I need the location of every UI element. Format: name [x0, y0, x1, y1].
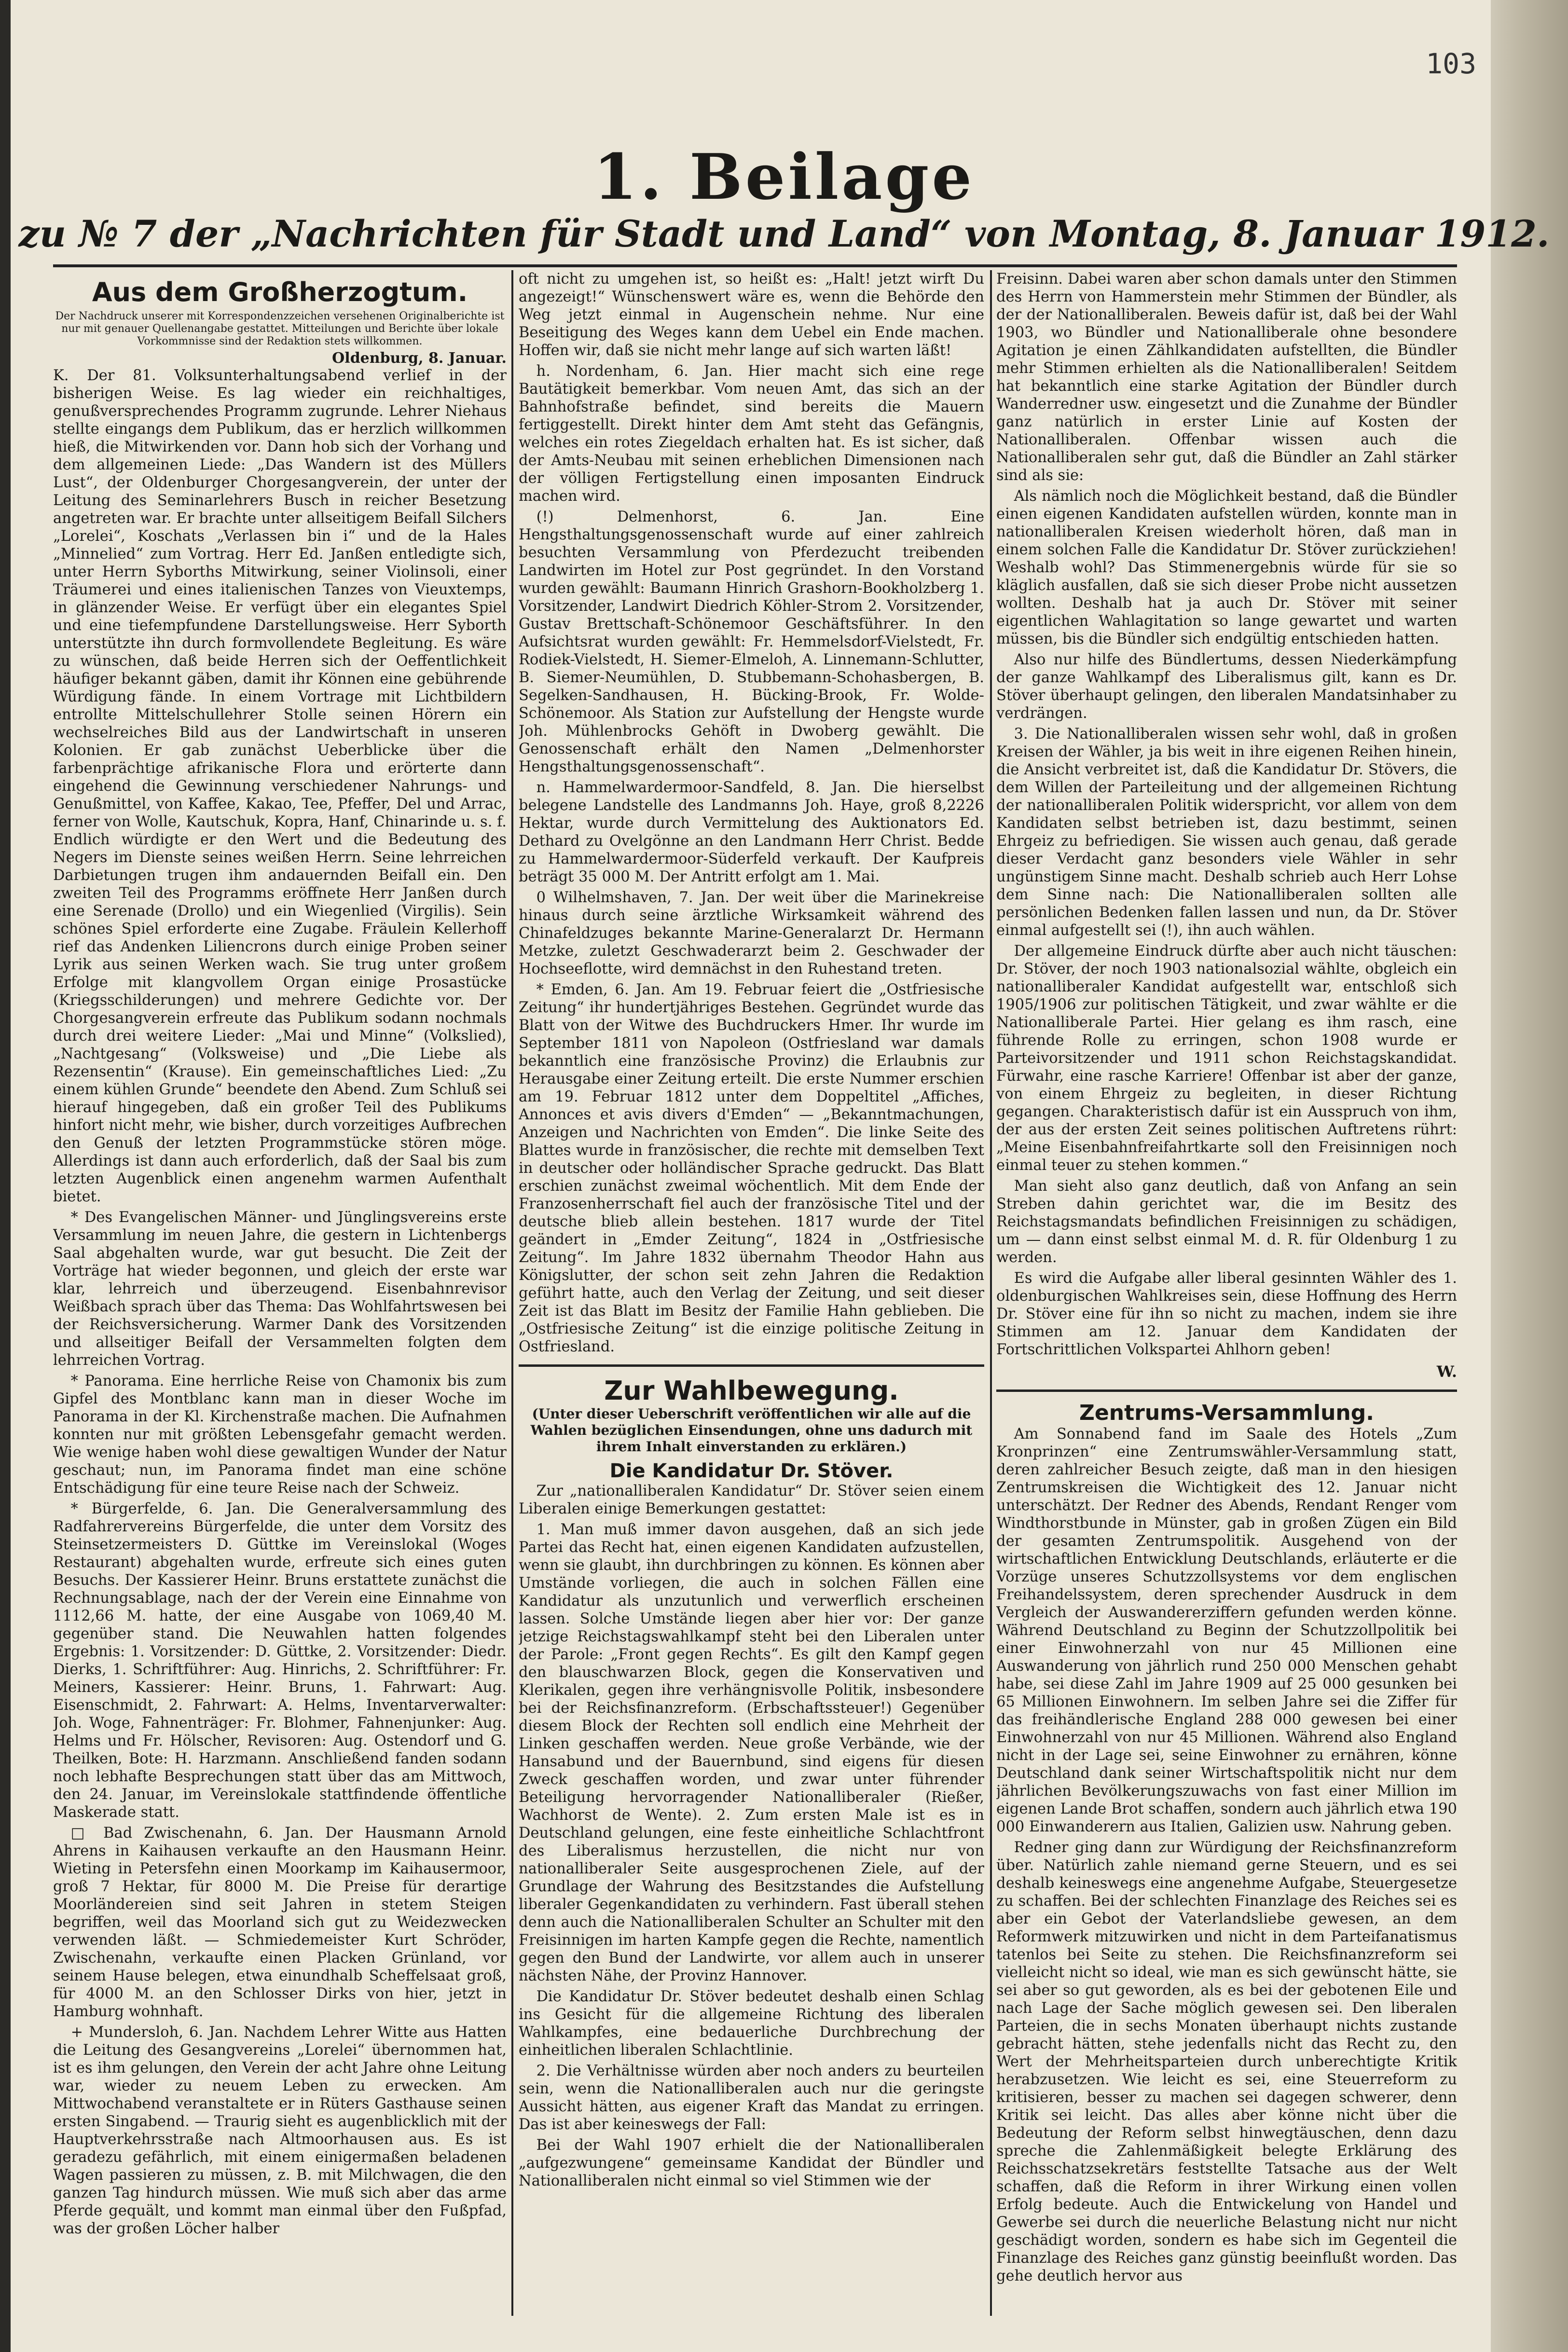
- article-kandidatur-point2: 2. Die Verhältnisse würden aber noch anders zu beurteilen sein, wenn die Nationalliberalen auch nur die geringste Aussicht hätten, aus eigener Kraft das Mandat zu erringen. Das ist aber keineswegs der Fall:: [519, 2063, 984, 2133]
- article-panorama: * Panorama. Eine herrliche Reise von Chamonix bis zum Gipfel des Montblanc kann man in dieser Woche im Panorama in der Kl. Kirchenstraße machen. Die Aufnahmen konnten nur mit größten Lebensgefahr gemacht werden. Wie wenige haben wohl diese gewaltigen Wunder der Natur geschaut; nun, im Panorama findet man eine schöne Entschädigung für eine teure Reise nach der Schweiz.: [53, 1373, 507, 1497]
- article-kandidatur-point1: 1. Man muß immer davon ausgehen, daß an sich jede Partei das Recht hat, einen eigenen Kandidaten aufzustellen, wenn sie glaubt, ihn durchbringen zu können. Es können aber Umstände vorliegen, die auch in solchen Fällen eine Kandidatur als unzutunlich und verwerflich erscheinen lassen. Solche Umstände liegen aber hier vor: Der ganze jetzige Reichstagswahlkampf steht bei den Liberalen unter der Parole: „Front gegen Rechts“. Es gilt den Kampf gegen den blauschwarzen Block, gegen die Konservativen und Klerikalen, gegen ihre verhängnisvolle Politik, insbesondere bei der Reichsfinanzreform. (Erbschaftssteuer!) Gegenüber diesem Block der Rechten soll endlich eine Mehrheit der Linken geschaffen werden. Neue große Verbände, wie der Hansabund und der Bauernbund, sind eigens für diesen Zweck geschaffen worden, und zwar unter führender Beteiligung hervorragender Nationalliberaler (Rießer, Wachhorst de Wente). 2. Zum ersten Male ist es in Deutschland gelungen, eine feste einheitliche Schlachtfront des Liberalismus herzustellen, die nicht nur von nationalliberaler Seite ausgesprochenen Ziele, auf der Grundlage der Wahrung des Besitzstandes die Aufstellung liberaler Gegenkandidaten zu verhindern. Fast überall stehen denn auch die Nationalliberalen Schulter an Schulter mit den Freisinnigen im harten Kampfe gegen die Rechte, namentlich gegen den Bund der Landwirte, vor allem auch in unserer nächsten Nähe, der Provinz Hannover.: [519, 1521, 984, 1984]
- article-niederkaempfung: Also nur hilfe des Bündlertums, dessen Niederkämpfung der ganze Wahlkampf des Liberalismus gilt, kann es Dr. Stöver überhaupt gelingen, den liberalen Mandatsinhaber zu verdrängen.: [996, 651, 1457, 722]
- article-buergerfelde: * Bürgerfelde, 6. Jan. Die Generalversammlung des Radfahrervereins Bürgerfelde, die unter dem Vorsitz des Steinsetzermeisters D. Güttke im Vereinslokal (Woges Restaurant) abgehalten wurde, erfreute sich eines guten Besuchs. Der Kassierer Heinr. Bruns erstattete zunächst die Rechnungsablage, nach der der Verein eine Einnahme von 1112,66 M. hatte, der eine Ausgabe von 1069,40 M. gegenüber stand. Die Neuwahlen hatten folgendes Ergebnis: 1. Vorsitzender: D. Güttke, 2. Vorsitzender: Diedr. Dierks, 1. Schriftführer: Aug. Hinrichs, 2. Schriftführer: Fr. Meiners, Kassierer: Heinr. Bruns, 1. Fahrwart: Aug. Eisenschmidt, 2. Fahrwart: A. Helms, Inventarverwalter: Joh. Woge, Fahnenträger: Fr. Blohmer, Fahnenjunker: Aug. Helms und Fr. Hölscher, Revisoren: Aug. Ostendorf und G. Theilken, Bote: H. Harzmann. Anschließend fanden sodann noch lebhafte Besprechungen statt über das am Mittwoch, den 24. Januar, im Vereinslokale stattfindende öffentliche Maskerade statt.: [53, 1500, 507, 1821]
- column-1: [53, 270, 507, 2325]
- dateline: Oldenburg, 8. Januar.: [332, 350, 507, 367]
- article-point3: 3. Die Nationalliberalen wissen sehr wohl, daß in großen Kreisen der Wähler, ja bis weit in ihre eigenen Reihen hinein, die Ansicht verbreitet ist, daß die Kandidatur Dr. Stövers, die dem Willen der Parteileitung und der allgemeinen Richtung der nationalliberalen Politik widerspricht, vor allem von dem Kandidaten selbst betrieben ist, dazu bestimmt, seinen Ehrgeiz zu befriedigen. Sie wissen auch genau, daß gerade dieser Verdacht ganz besonders viele Wähler in sehr ungünstigem Sinne macht. Deshalb schrieb auch Herr Lohse dem Sinne nach: Die Nationalliberalen sollten alle persönlichen Bedenken fallen lassen und nun, da Dr. Stöver einmal aufgestellt sei (!), ihn auch wählen.: [996, 726, 1457, 939]
- article-kandidatur-1907: Bei der Wahl 1907 erhielt die der Nationalliberalen „aufgezwungene“ gemeinsame Kandidat der Bündler und Nationalliberalen nicht einmal so viel Stimmen wie der: [519, 2137, 984, 2189]
- subheading-kandidatur: Die Kandidatur Dr. Stöver.: [609, 1460, 894, 1482]
- article-nordenham: h. Nordenham, 6. Jan. Hier macht sich eine rege Bautätigkeit bemerkbar. Vom neuen Amt, das sich an der Bahnhofstraße befindet, sind bereits die Mauern fertiggestellt. Direkt hinter dem Amt steht das Gefängnis, welches ein rotes Ziegeldach erhalten hat. Es ist sicher, daß der Amts-Neubau mit seinen erheblichen Dimensionen nach der völligen Fertigstellung einen imposanten Eindruck machen wird.: [519, 363, 984, 505]
- article-wilhelmshaven: 0 Wilhelmshaven, 7. Jan. Der weit über die Marinekreise hinaus durch seine ärztliche Wirksamkeit während des Chinafeldzuges bekannte Marine-Generalarzt Dr. Hermann Metzke, zuletzt Geschwaderarzt beim 2. Geschwader der Hochseeflotte, wird demnächst in den Ruhestand treten.: [519, 889, 984, 977]
- article-delmenhorst: (!) Delmenhorst, 6. Jan. Eine Hengsthaltungsgenossenschaft wurde auf einer zahlreich besuchten Versammlung von Pferdezucht treibenden Landwirten im Hotel zur Post gegründet. In den Vorstand wurden gewählt: Baumann Hinrich Grashorn-Bookholzberg 1. Vorsitzender, Landwirt Diedrich Köhler-Strom 2. Vorsitzender, Gustav Brettschaft-Schönemoor Geschäftsführer. In den Aufsichtsrat wurden gewählt: Fr. Hemmelsdorf-Vielstedt, Fr. Rodiek-Vielstedt, H. Siemer-Elmeloh, A. Linnemann-Schlutter, B. Siemer-Neumühlen, D. Stubbemann-Schohasbergen, B. Segelken-Sandhausen, H. Bücking-Brook, Fr. Wolde-Schönemoor. Als Station zur Aufstellung der Hengste wurde Joh. Mühlenbrocks Gehöft in Dwoberg gewählt. Die Genossenschaft erhält den Namen „Delmenhorster Hengsthaltungsgenossenschaft“.: [519, 509, 984, 775]
- article-volksunterhaltungsabend: K. Der 81. Volksunterhaltungsabend verlief in der bisherigen Weise. Es lag wieder ein reichhaltiges, genußversprechendes Programm zugrunde. Lehrer Niehaus stellte eingangs dem Publikum, das er herzlich willkommen hieß, die Mitwirkenden vor. Dann hob sich der Vorhang und dem allgemeinen Liede: „Das Wandern ist des Müllers Lust“, der Oldenburger Chorgesangverein, der unter der Leitung des Seminarlehrers Busch in reicher Besetzung angetreten war. Er brachte unter allseitigem Beifall Silchers „Lorelei“, Koschats „Verlassen bin i“ und de la Hales „Minnelied“ zum Vortrag. Herr Ed. Janßen entledigte sich, unter Herrn Syborths Mitwirkung, seiner Violinsoli, einer Träumerei und eines italienischen Tanzes von Vieuxtemps, in glänzender Weise. Er verfügt über ein elegantes Spiel und eine tiefempfundene Darstellungsweise. Herr Syborth unterstützte ihn durch formvollendete Begleitung. Es wäre zu wünschen, daß beide Herren sich der Oeffentlichkeit häufiger bekannt gäben, damit ihr Können eine gebührende Würdigung fände. In einem Vortrage mit Lichtbildern entrollte Mittelschullehrer Stolle seinen Hörern ein wechselreiches Bild aus der Landwirtschaft in unseren Kolonien. Er gab zunächst Ueberblicke über die farbenprächtige afrikanische Flora und erörterte dann eingehend die Gewinnung verschiedener Nahrungs- und Genußmittel, von Kaffee, Kakao, Tee, Pfeffer, Del und Arrac, ferner von Wolle, Kautschuk, Kopra, Hanf, Chinarinde u. s. f. Endlich würdigte er den Wert und die Bedeutung des Negers im Dienste seines weißen Herrn. Seine lehrreichen Darbietungen trugen ihm andauernden Beifall ein. Den zweiten Teil des Programms eröffnete Herr Janßen durch eine Serenade (Drollo) und ein Wiegenlied (Virgilis). Sein schönes Spiel erforderte eine Zugabe. Fräulein Kellerhoff rief das Andenken Liliencrons durch einige Proben seiner Lyrik aus seinen Werken wach. Sie trug unter großem Erfolge mit klangvollem Organ einige Prosastücke (Kriegsschilderungen) und mehrere Gedichte vor. Der Chorgesangverein erfreute das Publikum sodann nochmals durch drei weitere Lieder: „Mai und Minne“ (Volkslied), „Nachtgesang“ (Volksweise) und „Die Liebe als Rezensentin“ (Krause). Ein gemeinschaftliches Lied: „Zu einem kühlen Grunde“ beendete den Abend. Zum Schluß sei hierauf hingegeben, daß ein großer Teil des Publikums hinfort nicht mehr, wie bisher, durch vorzeitiges Aufbrechen den Genuß der letzten Programmstücke stören möge. Allerdings ist dann auch erforderlich, daß der Saal bis zum letzten Augenblick einen angenehm warmen Aufenthalt bietet.: [53, 367, 507, 1205]
- section-heading-wahlbewegung: Zur Wahlbewegung.: [604, 1375, 899, 1406]
- article-continuation: oft nicht zu umgehen ist, so heißt es: „Halt! jetzt wirft Du angezeigt!“ Wünschenswert wäre es, wenn die Behörde den Weg jetzt einmal in Augenschein nehme. Nur eine Beseitigung des Weges kann dem Uebel ein Ende machen. Hoffen wir, daß sie nicht mehr lange auf sich warten läßt!: [519, 271, 984, 359]
- masthead-subtitle: zu № 7 der „Nachrichten für Stadt und Land“ von Montag, 8. Januar 1912.: [18, 212, 1550, 255]
- masthead-title: 1. Beilage: [593, 140, 975, 214]
- section-divider: [519, 1364, 984, 1367]
- article-kandidatur-intro: Zur „nationalliberalen Kandidatur“ Dr. Stöver seien einem Liberalen einige Bemerkungen gestattet:: [519, 1483, 984, 1517]
- reprint-note: Der Nachdruck unserer mit Korrespondenzzeichen versehenen Originalberichte ist nur mit genauer Quellenangabe gestattet. Mitteilungen und Berichte über lokale Vorkommnisse sind der Redaktion stets willkommen.: [55, 310, 505, 347]
- article-aufgabe: Es wird die Aufgabe aller liberal gesinnten Wähler des 1. oldenburgischen Wahlkreises sein, diese Hoffnung des Herrn Dr. Stöver eine für ihn so nicht zu machen, indem sie ihre Stimmen am 12. Januar dem Kandidaten der Fortschrittlichen Volkspartei Ahlhorn geben!: [996, 1270, 1457, 1358]
- article-buendler: Als nämlich noch die Möglichkeit bestand, daß die Bündler einen eigenen Kandidaten aufstellen würden, konnte man in nationalliberalen Kreisen wiederholt hören, daß man in einem solchen Falle die Kandidatur Dr. Stöver zurückziehen! Weshalb wohl? Das Stimmenergebnis würde für sie so kläglich ausfallen, daß sie sich dieser Probe nicht aussetzen wollten. Deshalb hat ja auch Dr. Stöver mit seiner eigentlichen Wahlagitation so lange gewartet und warten müssen, bis die Bündler sich endgültig entschieden hatten.: [996, 488, 1457, 647]
- article-streben: Man sieht also ganz deutlich, daß von Anfang an sein Streben dahin gerichtet war, die im Besitz des Reichstagsmandats befindlichen Freisinnigen zu schädigen, um — dann einst selbst einmal M. d. R. für Oldenburg 1 zu werden.: [996, 1178, 1457, 1266]
- section-heading-grossherzogtum: Aus dem Großherzogtum.: [92, 277, 468, 307]
- article-freisinn: Freisinn. Dabei waren aber schon damals unter den Stimmen des Herrn von Hammerstein mehr Stimmen der Bündler, als der der Nationalliberalen. Beweis dafür ist, daß bei der Wahl 1903, wo Bündler und Nationalliberale ohne besondere Agitation je einen Zählkandidaten aufstellten, die Bündler mehr Stimmen erhielten als die Nationalliberalen! Seitdem hat bekanntlich eine starke Agitation der Bündler durch Wanderredner usw. eingesetzt und die Zunahme der Bündler ganz natürlich in erster Linie auf Kosten der Nationalliberalen. Offenbar wissen auch die Nationalliberalen sehr gut, daß die Bündler an Zahl stärker sind als sie:: [996, 271, 1457, 484]
- section-divider: [996, 1389, 1457, 1392]
- column-3: [996, 270, 1457, 2325]
- column-rule-1: [511, 270, 513, 2316]
- column-rule-2: [990, 270, 992, 2316]
- article-reichsfinanzreform: Redner ging dann zur Würdigung der Reichsfinanzreform über. Natürlich zahle niemand gerne Steuern, und es sei deshalb keineswegs eine angenehme Aufgabe, Steuergesetze zu schaffen. Bei der schlechten Finanzlage des Reiches sei es aber ein Gebot der Vaterlandsliebe gewesen, an dem Reformwerk mitzuwirken und nicht in dem Parteifanatismus tatenlos bei Seite zu stehen. Die Reichsfinanzreform sei vielleicht nicht so ideal, wie man es sich gewünscht hätte, sie sei aber so gut geworden, als es bei der gebotenen Eile und nach Lage der Sache möglich gewesen sei. Den liberalen Parteien, die in sechs Monaten überhaupt nichts zustande gebracht hätten, stehe jedenfalls nicht das Recht zu, den Wert der Mehrheitsparteien durch unberechtigte Kritik herabzusetzen. Wie leicht es sei, eine Steuerreform zu kritisieren, besser zu machen sei dagegen schwerer, denn Kritik sei leicht. Das alles aber könne nicht über die Bedeutung der Reform selbst hinwegtäuschen, denn dazu spreche die Zahlenmäßigkeit belegte Erklärung des Reichsschatzsekretärs feststellte Tatsache aus der Welt schaffen, daß die Reform in ihrer Wirkung einen vollen Erfolg bedeute. Auch die Entwickelung von Handel und Gewerbe sei durch die neuerliche Belastung nicht nur nicht geschädigt worden, sondern es habe sich im Gegenteil die Finanzlage des Reiches ganz günstig beeinflußt worden. Das gehe deutlich hervor aus: [996, 1839, 1457, 2284]
- scan-edge-right: [1491, 0, 1568, 2352]
- article-maennerverein: * Des Evangelischen Männer- und Jünglingsvereins erste Versammlung im neuen Jahre, die gestern in Lichtenbergs Saal abgehalten wurde, war gut besucht. Die Zeit der Vorträge hat wieder begonnen, und gleich der erste war klar, lehrreich und überzeugend. Eisenbahnrevisor Weißbach sprach über das Thema: Das Wohlfahrtswesen bei der Reichsversicherung. Warmer Dank des Vorsitzenden und allseitiger Beifall der Versammelten folgten dem lehrreichen Vortrag.: [53, 1209, 507, 1369]
- signature: W.: [1436, 1362, 1457, 1381]
- article-mundersloh: + Mundersloh, 6. Jan. Nachdem Lehrer Witte aus Hatten die Leitung des Gesangvereins „Lorelei“ übernommen hat, ist es ihm gelungen, den Verein der acht Jahre ohne Leitung war, wieder zu neuem Leben zu erwecken. Am Mittwochabend veranstaltete er in Rüters Gasthause seinen ersten Singabend. — Traurig sieht es augenblicklich mit der Hauptverkehrsstraße nach Altmoorhausen aus. Es ist geradezu gefährlich, mit einem einigermaßen beladenen Wagen passieren zu müssen, z. B. mit Milchwagen, die den ganzen Tag hindurch müssen. Wie muß sich aber das arme Pferde gequält, und kommt man einmal über den Fußpfad, was der großen Löcher halber: [53, 2024, 507, 2237]
- top-rule: [53, 264, 1457, 267]
- article-emden: * Emden, 6. Jan. Am 19. Februar feiert die „Ostfriesische Zeitung“ ihr hundertjähriges Bestehen. Gegründet wurde das Blatt von der Witwe des Buchdruckers Hmer. Ihr wurde im September 1811 von Napoleon (Ostfriesland war damals bekanntlich eine französische Provinz) die Erlaubnis zur Herausgabe einer Zeitung erteilt. Die erste Nummer erschien am 19. Februar 1812 unter dem Doppeltitel „Affiches, Annonces et avis divers d'Emden“ — „Bekanntmachungen, Anzeigen und Nachrichten von Emden“. Die linke Seite des Blattes wurde in französischer, die rechte mit demselben Text in deutscher oder holländischer Sprache gedruckt. Das Blatt erschien zunächst zweimal wöchentlich. Mit dem Ende der Franzosenherrschaft fiel auch der französische Titel und der deutsche blieb allein bestehen. 1817 wurde der Titel geändert in „Emder Zeitung“, 1824 in „Ostfriesische Zeitung“. Im Jahre 1832 übernahm Theodor Hahn aus Königslutter, der schon seit zehn Jahren die Redaktion geführt hatte, auch den Verlag der Zeitung, und seit dieser Zeit ist das Blatt im Besitz der Familie Hahn geblieben. Die „Ostfriesische Zeitung“ ist die einzige politische Zeitung in Ostfriesland.: [519, 981, 984, 1355]
- wahlbewegung-intro: (Unter dieser Ueberschrift veröffentlichen wir alle auf die Wahlen bezüglichen Einsendungen, ohne uns dadurch mit ihrem Inhalt einverstanden zu erklären.): [530, 1406, 973, 1455]
- section-heading-zentrum: Zentrums-Versammlung.: [1079, 1401, 1374, 1425]
- column-2: [519, 270, 984, 2325]
- article-kandidatur-consequence: Die Kandidatur Dr. Stöver bedeutet deshalb einen Schlag ins Gesicht für die allgemeine Richtung des liberalen Wahlkampfes, eine bedauerliche Durchbrechung der einheitlichen liberalen Schlachtlinie.: [519, 1988, 984, 2059]
- article-bad-zwischenahn: □ Bad Zwischenahn, 6. Jan. Der Hausmann Arnold Ahrens in Kaihausen verkaufte an den Hausmann Heinr. Wieting in Petersfehn einen Moorkamp im Kaihausermoor, groß 7 Hektar, für 8000 M. Die Preise für derartige Moorländereien sind seit Jahren in stetem Steigen begriffen, weil das Moorland sich gut zu Weidezwecken verwenden läßt. — Schmiedemeister Kurt Schröder, Zwischenahn, verkaufte einen Placken Grünland, vor seinem Hause belegen, etwa einundhalb Scheffelsaat groß, für 4000 M. an den Schlosser Dirks von hier, jetzt in Hamburg wohnhaft.: [53, 1825, 507, 2020]
- scan-edge-left: [0, 0, 11, 2352]
- article-hammelwardermoor: n. Hammelwardermoor-Sandfeld, 8. Jan. Die hierselbst belegene Landstelle des Landmanns Joh. Haye, groß 8,2226 Hektar, wurde durch Vermittelung des Auktionators Ed. Dethard zu Ovelgönne an den Landmann Herr Christ. Bedde zu Hammelwardermoor-Süderfeld verkauft. Der Kaufpreis beträgt 35 000 M. Der Antritt erfolgt am 1. Mai.: [519, 779, 984, 885]
- page-number: 103: [1426, 47, 1476, 80]
- article-eindruck: Der allgemeine Eindruck dürfte aber auch nicht täuschen: Dr. Stöver, der noch 1903 nationalsozial wählte, obgleich ein nationalliberaler Kandidat aufgestellt war, entschloß sich 1905/1906 zur politischen Tätigkeit, und zwar wählte er die Nationalliberale Partei. Hier gelang es ihm rasch, eine führende Rolle zu erringen, schon 1908 wurde er Parteivorsitzender und 1911 schon Reichstagskandidat. Fürwahr, eine rasche Karriere! Offenbar ist aber der ganze, von einem Ehrgeiz zu begleiten, in dieser Richtung gegangen. Charakteristisch dafür ist ein Ausspruch von ihm, der aus der ersten Zeit seines politischen Auftretens rührt: „Meine Eisenbahnfreifahrtkarte soll den Freisinnigen noch einmal teuer zu stehen kommen.“: [996, 943, 1457, 1174]
- article-zentrum-versammlung: Am Sonnabend fand im Saale des Hotels „Zum Kronprinzen“ eine Zentrumswähler-Versammlung statt, deren zahlreicher Besuch zeigte, daß man in den hiesigen Zentrumskreisen die Wichtigkeit des 12. Januar nicht unterschätzt. Der Redner des Abends, Rendant Renger vom Windthorstbunde in Münster, gab in großen Zügen ein Bild der gesamten Zentrumspolitik. Ausgehend von der wirtschaftlichen Entwicklung Deutschlands, erläuterte er die Vorzüge unseres Schutzzollsystems vor dem englischen Freihandelssystem, deren sprechender Ausdruck in dem Vergleich der Auswandererziffern gefunden werden könne. Während Deutschland zu Beginn der Schutzzollpolitik bei einer Einwohnerzahl von nur 45 Millionen eine Auswanderung von jährlich rund 250 000 Menschen gehabt habe, sei diese Zahl im Jahre 1909 auf 25 000 gesunken bei 65 Millionen Einwohnern. Im selben Jahre sei die Ziffer für das freihändlerische England 288 000 gewesen bei einer Einwohnerzahl von nur 45 Millionen. Während also England nicht in der Lage sei, seine Einwohner zu ernähren, könne Deutschland dank seiner Wirtschaftspolitik nicht nur dem jährlichen Bevölkerungszuwachs von fast einer Million im eigenen Lande Brot schaffen, sondern auch jährlich etwa 190 000 Einwanderern aus Italien, Galizien usw. Nahrung geben.: [996, 1426, 1457, 1835]
